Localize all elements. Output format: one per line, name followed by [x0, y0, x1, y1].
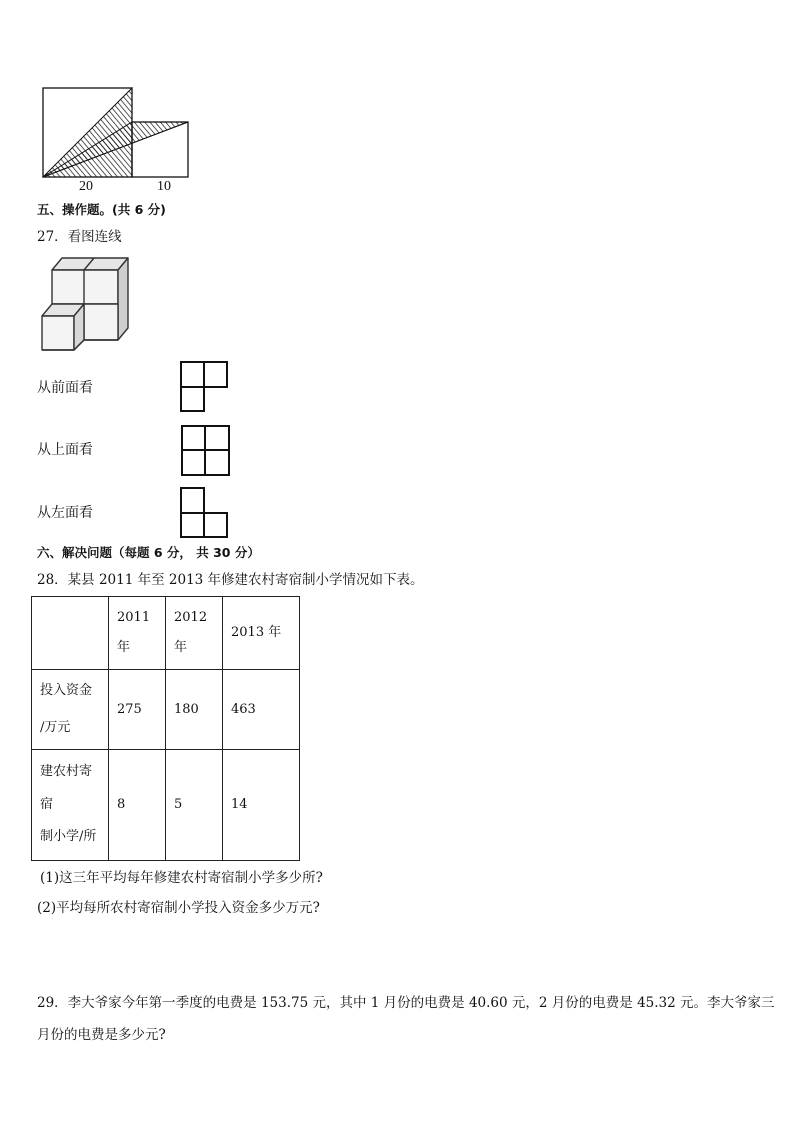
q27-stem: 27．看图连线	[37, 229, 122, 245]
table-header-cell	[109, 597, 166, 670]
figure-label-20: 20	[79, 179, 93, 194]
table-cell: 180	[166, 670, 223, 750]
table-cell: 5	[166, 750, 223, 861]
table-row	[32, 670, 300, 750]
table-cell: 8	[109, 750, 166, 861]
q28-stem: 28．某县 2011 年至 2013 年修建农村寄宿制小学情况如下表。	[37, 572, 424, 588]
q28-sub1: (1)这三年平均每年修建农村寄宿制小学多少所?	[40, 870, 323, 886]
school-data-table	[31, 596, 300, 861]
section5-title: 五、操作题。(共 6 分)	[37, 202, 166, 217]
table-cell: 275	[109, 670, 166, 750]
row-label	[32, 670, 109, 750]
header-2012: 2012 年	[174, 610, 208, 655]
view-label-front: 从前面看	[37, 380, 93, 396]
table-cell: 463	[223, 670, 300, 750]
table-header-row	[32, 597, 300, 670]
row-label-text: 建农村寄 宿 制小学/所	[40, 764, 97, 845]
view-label-left: 从左面看	[37, 505, 93, 521]
table-header-cell: 2013 年	[223, 597, 300, 670]
q29-line1: 29．李大爷家今年第一季度的电费是 153.75 元，其中 1 月份的电费是 40.60 元，2 月份的电费是 45.32 元。李大爷家三	[37, 995, 775, 1011]
table-header-cell	[166, 597, 223, 670]
q29-line2: 月份的电费是多少元?	[37, 1027, 166, 1043]
figure-label-10: 10	[157, 179, 171, 194]
row-label	[32, 750, 109, 861]
table-header-cell	[32, 597, 109, 670]
view-label-top: 从上面看	[37, 442, 93, 458]
q28-sub2: (2)平均每所农村寄宿制小学投入资金多少万元?	[37, 900, 320, 916]
section6-title: 六、解决问题（每题 6 分， 共 30 分）	[37, 545, 260, 560]
header-2011: 2011 年	[117, 610, 151, 655]
row-label-text: 投入资金 /万元	[40, 683, 93, 735]
table-row	[32, 750, 300, 861]
table-cell: 14	[223, 750, 300, 861]
